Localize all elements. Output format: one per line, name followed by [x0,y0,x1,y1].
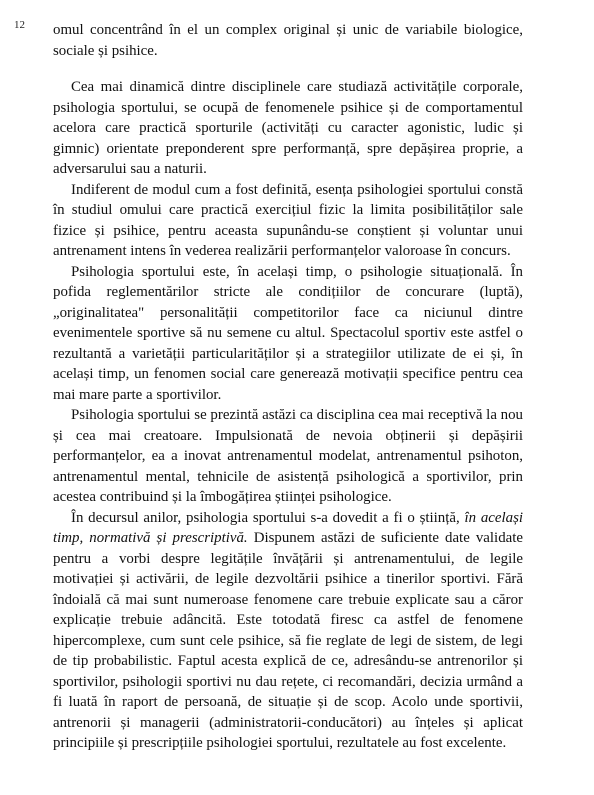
paragraph-text-before: În decursul anilor, psihologia sportului s-a dovedit a fi o știință, [71,509,465,526]
paragraph-text-after: Dispunem astăzi de suficiente date validate pentru a vorbi despre legitățile învățării și antrenamentului, de legile motivației și activării, de legile dezvoltării psihice a tinerilor sportivi. Fără îndoială că mai sunt numeroase fenomene care trebuie explicate sau a căror explicație trebuie adâncită. Este totodată firesc ca astfel de fenomene hipercomplexe, cum sunt cele psihice, să fie reglate de legi de sistem, de legi de tip probabilistic. Faptul acesta explică de ce, adresându-se antrenorilor și sportivilor, psihologii sportivi nu dau rețete, ci recomandări, decizia urmând a fi luată în raport de persoană, de situație și de scop. Acolo unde sportivii, antrenorii și managerii (administratorii-conducători) au înțeles și aplicat principiile și prescripțiile psihologiei sportului, rezultatele au fost excelente. [53,530,523,751]
paragraph: Psihologia sportului este, în același timp, o psihologie situațională. În pofida reglementărilor stricte ale condițiilor de concurare (luptă), „originalitatea" personalității competitorilor face ca niciunul dintre evenimentele sportive să nu semene cu altul. Spectacolul sportiv este astfel o rezultantă a varietății particularităților și a strategiilor utilizate de ei și, în același timp, un fenomen social care generează motivații specifice pentru cea mai mare parte a sportivilor. [53,263,523,403]
paragraph: Cea mai dinamică dintre disciplinele care studiază activitățile corporale, psihologia sportului, se ocupă de fenomenele psihice și de comportamentul acelora care practică sporturile (activități cu caracter agonistic, ludic și gimnic) orientate preponderent spre performanță, spre depășirea proprie, a adversarului sau a naturii. [53,79,523,177]
paragraph [53,508,523,754]
paragraph: Indiferent de modul cum a fost definită, esența psihologiei sportului constă în studiul omului care practică exercițiul fizic la limita posibilităților sale fizice și psihice, pentru aceasta supunându-se conștient și voluntar unui antrenament intens în vederea realizării performanțelor valoroase în concurs. [53,181,523,259]
body-text [53,20,523,754]
page-number: 12 [14,19,25,31]
paragraph: Psihologia sportului se prezintă astăzi ca disciplina cea mai receptivă la nou și cea mai creatoare. Impulsionată de nevoia obținerii și depășirii performanțelor, ea a inovat antrenamentul modelat, antrenamentul psihoton, antrenamentul mental, tehnicile de asistență psihologică a sportivilor, prin acestea contribuind și la îmbogățirea științei psihologice. [53,407,523,505]
paragraph: omul concentrând în el un complex original și unic de variabile biologice, sociale și psihice. [53,22,523,59]
italic-emphasis: în același timp, normativă și prescriptivă. [53,509,523,546]
